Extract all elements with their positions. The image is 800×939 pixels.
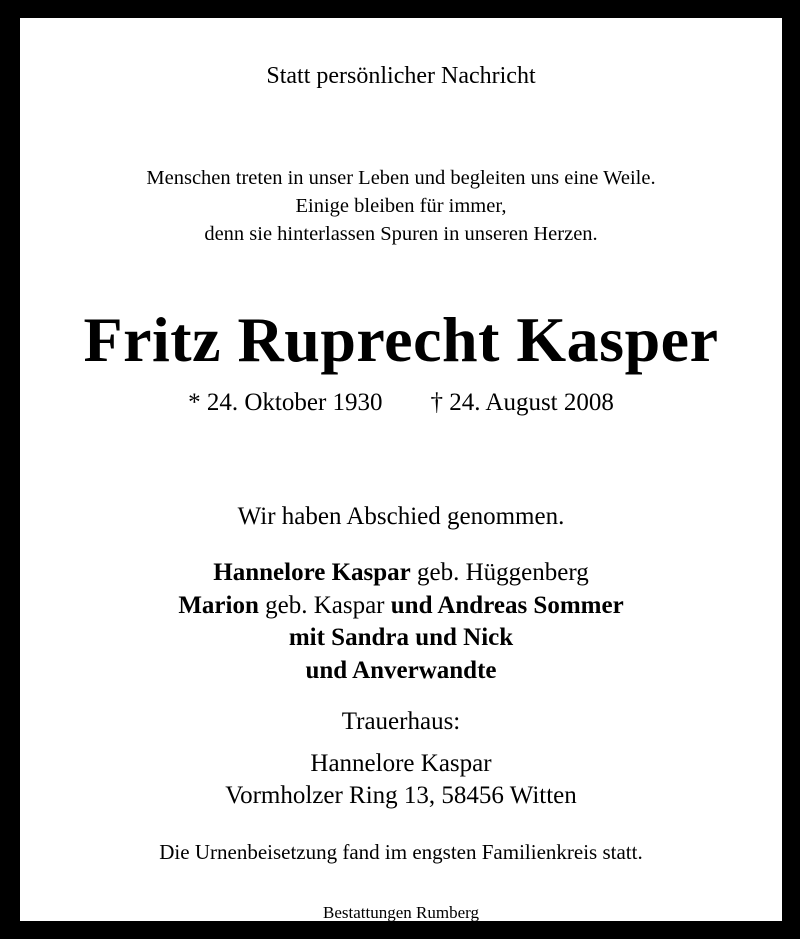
mourners-list (20, 557, 782, 687)
mourner-line (20, 590, 782, 623)
maiden-name: geb. Hüggenberg (417, 559, 589, 586)
poem-line: denn sie hinterlassen Spuren in unseren Herzen. (204, 223, 598, 245)
urn-burial-note: Die Urnenbeisetzung fand im engsten Familienkreis statt. (159, 840, 643, 864)
mourner-name: und Andreas Sommer (390, 591, 624, 619)
notice-header: Statt persönlicher Nachricht (266, 63, 536, 89)
mourner-name: und Anverwandte (305, 656, 497, 684)
maiden-name: geb. Kaspar (265, 591, 385, 619)
birth-date: * 24. Oktober 1930 (188, 389, 383, 416)
mourner-name: Hannelore Kaspar (213, 559, 411, 586)
death-date: † 24. August 2008 (430, 389, 614, 416)
deceased-name: Fritz Ruprecht Kasper (83, 304, 719, 375)
mourning-house-name: Hannelore Kaspar (310, 750, 492, 777)
farewell-statement: Wir haben Abschied genommen. (237, 503, 565, 530)
mourner-line (20, 622, 782, 655)
mourner-name: Marion (178, 591, 259, 619)
mourner-line (20, 655, 782, 688)
memorial-poem (20, 164, 782, 248)
mourning-house-label: Trauerhaus: (341, 708, 461, 735)
funeral-home: Bestattungen Rumberg (323, 903, 479, 922)
mourning-house-street: Vormholzer Ring 13, 58456 Witten (225, 782, 577, 809)
mourning-house-address (20, 748, 782, 812)
mourner-line (20, 557, 782, 590)
poem-line: Einige bleiben für immer, (295, 195, 507, 217)
mourner-name: mit Sandra und Nick (288, 624, 514, 651)
poem-line: Menschen treten in unser Leben und begleiten uns eine Weile. (146, 167, 656, 189)
life-dates (20, 389, 782, 417)
